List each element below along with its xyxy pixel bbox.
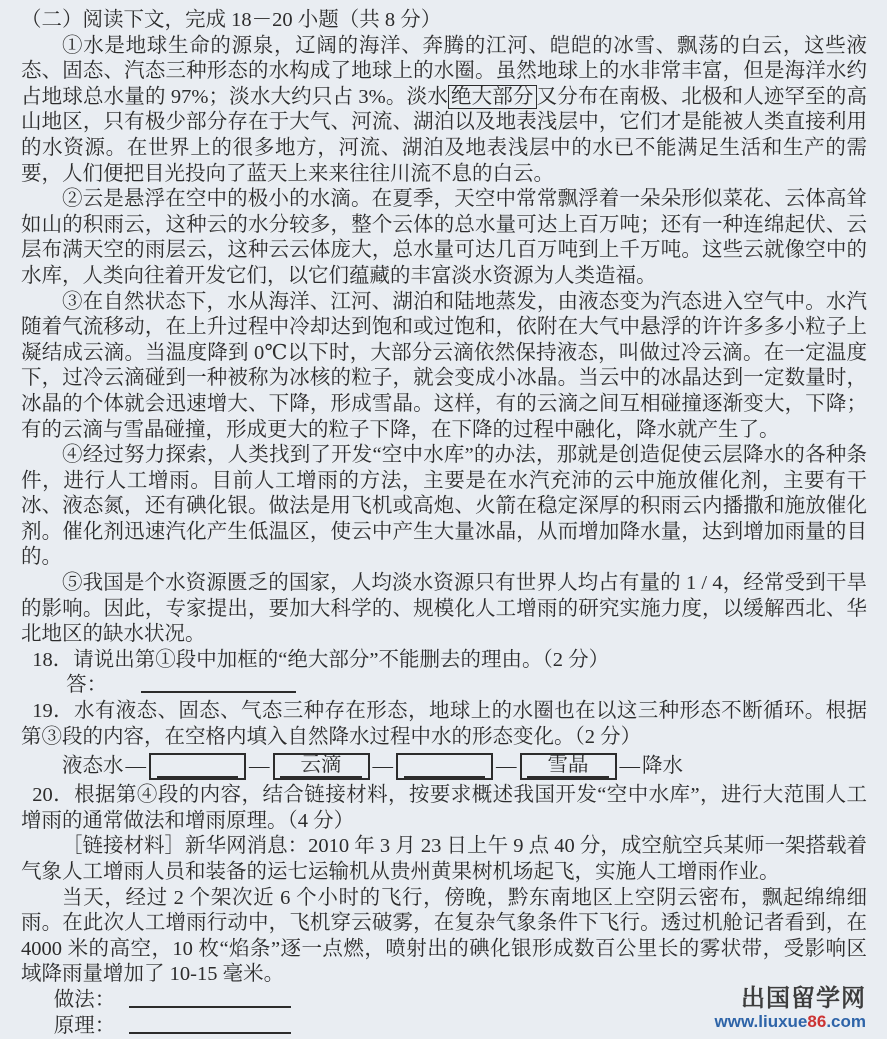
watermark-site-url — [715, 1012, 867, 1031]
question-18: 18．请说出第①段中加框的“绝大部分”不能删去的理由。（2 分） — [32, 648, 610, 671]
link-material-paragraph-2: 当天，经过 2 个架次近 6 个小时的飞行，傍晚，黔东南地区上空阴云密布，飘起绵绵细雨。在此次人工增雨行动中，飞机穿云破雾，在复杂气象条件下飞行。透过机舱记者看到，在 4000 米的高空，10 枚“焰条”逐一点燃，喷射出的碘化银形成数百公里长的雾状带，受影响区域降雨量增加了 10-15 毫米。 — [21, 886, 867, 986]
p1-text-after-box: 又分布在南极、北极和人迹罕至的高山地区，只有极少部分存在于大气、河流、湖泊以及地表浅层中，它们才是能被人类直接利用的水资源。在世界上的很多地方，河流、湖泊及地表浅层中的水已不能满足生活和生产的需要，人们便把目光投向了蓝天上来来往往川流不息的白云。 — [21, 85, 868, 185]
answer-blank-18[interactable] — [141, 675, 296, 693]
passage-paragraph-3: ③在自然状态下，水从海洋、江河、湖泊和陆地蒸发，由液态变为汽态进入空气中。水汽随着气流移动，在上升过程中冷却达到饱和或过饱和，依附在大气中悬浮的许许多多小粒子上凝结成云滴。当温度降到 0℃以下时，大部分云滴依然保持液态，叫做过冷云滴。在一定温度下，过冷云滴碰到一种被称为冰核的粒子，就会变成小冰晶。当云中的冰晶达到一定数量时，冰晶的个体就会迅速增大、下降，形成雪晶。这样，有的云滴之间互相碰撞逐渐变大，下降；有的云滴与雪晶碰撞，形成更大的粒子下降，在下降的过程中融化，降水就产生了。 — [21, 290, 867, 441]
flow-connector-dash: — — [125, 754, 146, 777]
answer-label: 答： — [66, 674, 108, 697]
answer-line-18 — [21, 673, 867, 699]
flow-box-blank-1[interactable] — [149, 753, 246, 780]
water-cycle-flow-diagram — [21, 750, 867, 783]
framed-phrase: 绝大部分 — [448, 85, 537, 109]
passage-paragraph-2: ②云是悬浮在空中的极小的水滴。在夏季，天空中常常飘浮着一朵朵形似菜花、云体高耸如山的积雨云，这种云的水分较多，整个云体的总水量可达上百万吨；还有一种连绵起伏、云层布满天空的雨层云，这种云云体庞大，总水量可达几百万吨到上千万吨。这些云就像空中的水库，人类向往着开发它们，以它们蕴藏的丰富淡水资源为人类造福。 — [21, 188, 867, 287]
watermark-url-suffix: .com — [826, 1012, 866, 1031]
watermark-url-prefix: www.liuxue — [714, 1012, 808, 1031]
flow-box-blank-1-line[interactable] — [157, 754, 239, 778]
method-blank[interactable] — [129, 990, 291, 1008]
p1-text-before-box: ①水是地球生命的源泉，辽阔的海洋、奔腾的江河、皑皑的冰雪、飘荡的白云，这些液态、固态、汽态三种形态的水构成了地球上的水圈。虽然地球上的水非常丰富，但是海洋水约占地球总水量的 97%；淡水大约只占 3%。淡水 — [21, 34, 867, 108]
section-heading: （二）阅读下文，完成 18－20 小题（共 8 分） — [21, 9, 442, 31]
question-19: 19．水有液态、固态、气态三种存在形态，地球上的水圈也在以这三种形态不断循环。根据第③段的内容，在空格内填入自然降水过程中水的形态变化。（2 分） — [21, 700, 867, 748]
watermark-url-86: 86 — [807, 1012, 827, 1031]
watermark — [715, 986, 867, 1031]
question-20: 20．根据第④段的内容，结合链接材料，按要求概述我国开发“空中水库”，进行大范围人工增雨的通常做法和增雨原理。（4 分） — [21, 784, 867, 832]
passage-paragraph-1 — [21, 34, 867, 188]
flow-box-snow-crystal — [520, 753, 617, 780]
flow-start-label: 液态水 — [62, 754, 124, 777]
flow-connector-dash: — — [249, 754, 270, 777]
flow-box-blank-2[interactable] — [396, 753, 493, 780]
flow-box-cloud-droplet-label: 云滴 — [280, 754, 362, 778]
flow-box-snow-crystal-label: 雪晶 — [527, 754, 609, 778]
flow-box-cloud-droplet — [273, 753, 370, 780]
flow-connector-dash: — — [372, 754, 393, 777]
passage-paragraph-5: ⑤我国是个水资源匮乏的国家，人均淡水资源只有世界人均占有量的 1 / 4，经常受到干旱的影响。因此，专家提出，要加大科学的、规模化人工增雨的研究实施力度，以缓解西北、华北地区的缺水状况。 — [21, 572, 867, 646]
flow-end-label: 降水 — [642, 754, 683, 777]
principle-blank[interactable] — [129, 1016, 291, 1034]
flow-connector-dash: — — [496, 754, 517, 777]
method-label: 做法： — [53, 988, 116, 1011]
flow-connector-dash: — — [619, 754, 640, 777]
principle-label: 原理： — [53, 1014, 116, 1037]
flow-box-blank-2-line[interactable] — [404, 754, 486, 778]
link-material-paragraph-1: ［链接材料］新华网消息：2010 年 3 月 23 日上午 9 点 40 分，成空航空兵某师一架搭载着气象人工增雨人员和装备的运七运输机从贵州黄果树机场起飞，实施人工增雨作业。 — [21, 835, 867, 883]
watermark-site-name: 出国留学网 — [741, 985, 866, 1012]
passage-paragraph-4: ④经过努力探索，人类找到了开发“空中水库”的办法，那就是创造促使云层降水的各种条件，进行人工增雨。目前人工增雨的方法，主要是在水汽充沛的云中施放催化剂，主要有干冰、液态氮，还有碘化银。做法是用飞机或高炮、火箭在稳定深厚的积雨云内播撒和施放催化剂。催化剂迅速汽化产生低温区，使云中产生大量冰晶，从而增加降水量，达到增加雨量的目的。 — [21, 444, 867, 569]
